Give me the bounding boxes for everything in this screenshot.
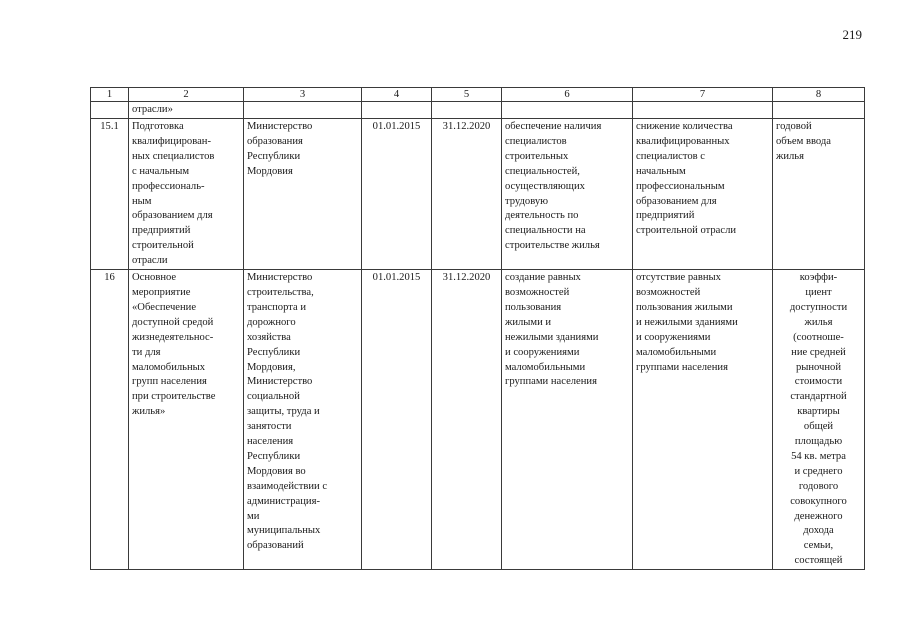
continuation-executor-cell	[244, 102, 362, 119]
column-number-6: 6	[502, 88, 633, 102]
column-number-2: 2	[129, 88, 244, 102]
row-number: 16	[91, 270, 129, 570]
activity-name: Подготовка квалифицирован- ных специалистов с начальным профессиональ- ным образованием для предприятий строительной отрасли	[129, 119, 244, 270]
end-date: 31.12.2020	[432, 270, 502, 570]
related-indicators: годовой объем ввода жилья	[773, 119, 865, 270]
table-row	[91, 119, 865, 270]
continuation-indicators-cell	[773, 102, 865, 119]
column-number-1: 1	[91, 88, 129, 102]
column-number-4: 4	[362, 88, 432, 102]
start-date: 01.01.2015	[362, 119, 432, 270]
column-number-8: 8	[773, 88, 865, 102]
column-number-7: 7	[633, 88, 773, 102]
table-row	[91, 270, 865, 570]
continuation-end-cell	[432, 102, 502, 119]
expected-result: создание равных возможностей пользования жилыми и нежилыми зданиями и сооружениями маломобильными группами населения	[502, 270, 633, 570]
responsible-executor: Министерство строительства, транспорта и дорожного хозяйства Республики Мордовия, Министерство социальной защиты, труда и занятости населения Республики Мордовия во взаимодействии с администрация- ми муниципальных образований	[244, 270, 362, 570]
column-number-3: 3	[244, 88, 362, 102]
page-number: 219	[842, 27, 862, 42]
program-activities-table	[90, 87, 865, 570]
activity-name: Основное мероприятие «Обеспечение доступной средой жизнедеятельнос- ти для маломобильных групп населения при строительстве жилья»	[129, 270, 244, 570]
column-number-5: 5	[432, 88, 502, 102]
continuation-name-cell: отрасли»	[129, 102, 244, 119]
continuation-num-cell	[91, 102, 129, 119]
continuation-start-cell	[362, 102, 432, 119]
non-implementation-consequences: снижение количества квалифицированных специалистов с начальным профессиональным образованием для предприятий строительной отрасли	[633, 119, 773, 270]
row-number: 15.1	[91, 119, 129, 270]
start-date: 01.01.2015	[362, 270, 432, 570]
continuation-result-cell	[502, 102, 633, 119]
end-date: 31.12.2020	[432, 119, 502, 270]
non-implementation-consequences: отсутствие равных возможностей пользования жилыми и нежилыми зданиями и сооружениями маломобильными группами населения	[633, 270, 773, 570]
continuation-row	[91, 102, 865, 119]
column-number-row	[91, 88, 865, 102]
related-indicators: коэффи- циент доступности жилья (соотноше- ние средней рыночной стоимости стандартной квартиры общей площадью 54 кв. метра и среднего годового совокупного денежного дохода семьи, состоящей	[773, 270, 865, 570]
expected-result: обеспечение наличия специалистов строительных специальностей, осуществляющих трудовую деятельность по специальности на строительстве жилья	[502, 119, 633, 270]
responsible-executor: Министерство образования Республики Мордовия	[244, 119, 362, 270]
continuation-consequences-cell	[633, 102, 773, 119]
